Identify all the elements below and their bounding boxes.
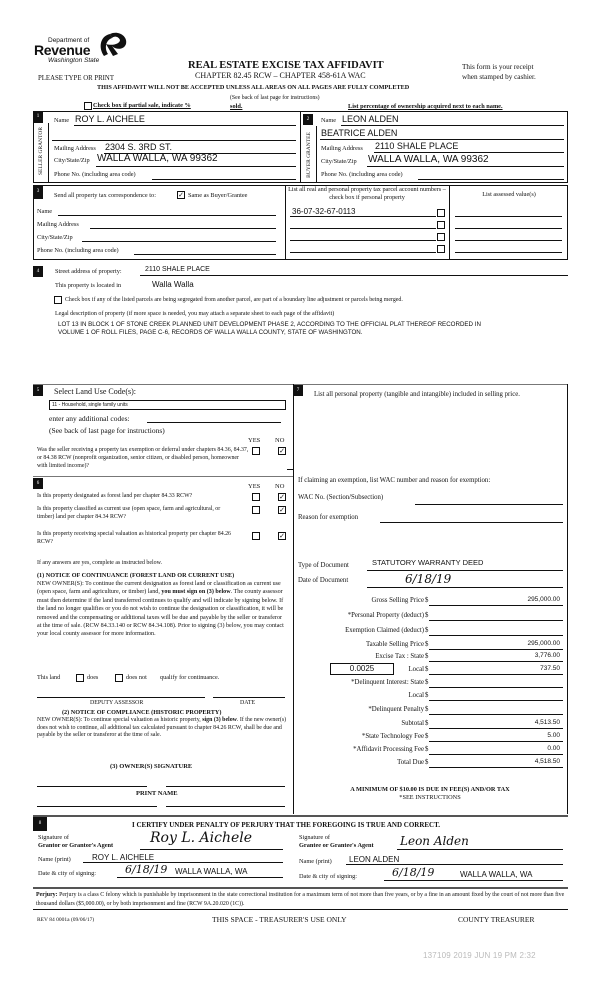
forest-land-question: Is this property designated as forest land per chapter 84.33 RCW? — [37, 493, 193, 499]
seller-city-label: City/State/Zip — [54, 157, 90, 164]
local-rate-box[interactable]: 0.0025 — [330, 663, 394, 675]
street-address-field[interactable]: 2110 SHALE PLACE — [145, 266, 210, 273]
tax-line-value[interactable]: 3,776.00 — [534, 652, 560, 659]
grantee-date-label: Date & city of signing: — [299, 873, 358, 880]
print-name-field[interactable] — [37, 806, 157, 807]
check-icon: ✓ — [279, 447, 285, 455]
same-as-buyer-checkbox[interactable] — [177, 191, 185, 199]
perjury-text: Perjury is a class C felony which is punishable by imprisonment in the state correctional institution for a maximum term of not more than five years, or by a fine in an amount fixed by the court of not more than five thousand dollars ($5,000.00), or by both imprisonment and fine (RCW 9A.20.020 (1C)). — [36, 892, 565, 907]
buyer-name-field[interactable]: LEON ALDEN — [342, 114, 399, 124]
form-number: REV 84 0001a (09/06/17) — [37, 917, 95, 923]
tax-line-value[interactable]: 295,000.00 — [527, 640, 560, 647]
parcel-number-field[interactable]: 36-07-32-67-0113 — [292, 207, 356, 216]
correspondence-label: Send all property tax correspondence to: — [54, 192, 156, 199]
corr-phone-field[interactable] — [134, 254, 276, 255]
land-use-label: Select Land Use Code(s): — [54, 387, 136, 396]
wac-field[interactable] — [415, 504, 563, 505]
same-as-buyer-label: Same as Buyer/Grantee — [188, 192, 248, 199]
tax-line-label: *Delinquent Penalty — [368, 706, 424, 713]
logo-line3: Washington State — [48, 57, 100, 64]
grantor-name-field[interactable]: ROY L. AICHELE — [92, 853, 155, 862]
notice1-body-b: . The county assessor must then determine if the land transferred continues to qualify and will indicate by signing below. If the land no longer qualifies or you do not wish to continue the designation or classification, it will be removed and the compensating or additional taxes will be due and payable by the seller or transferor at the time of sale. (RCW 84.33.140 or RCW 84.34.108). Prior to signing (3) below, you may contact your local county assessor for more information. — [37, 589, 284, 638]
corr-phone-label: Phone No. (including area code) — [37, 247, 119, 254]
historic-no-checkbox[interactable] — [278, 532, 286, 540]
currency-symbol: $ — [425, 720, 429, 727]
dor-logo — [34, 30, 134, 66]
section-number-8: 8 — [33, 817, 47, 831]
seller-name-field[interactable]: ROY L. AICHELE — [75, 114, 145, 124]
certification-statement: I CERTIFY UNDER PENALTY OF PERJURY THAT THE FOREGOING IS TRUE AND CORRECT. — [132, 821, 441, 829]
deputy-assessor-signature[interactable] — [37, 697, 205, 698]
currency-symbol: $ — [425, 679, 429, 686]
warning-text: THIS AFFIDAVIT WILL NOT BE ACCEPTED UNLESS ALL AREAS ON ALL PAGES ARE FULLY COMPLETED — [97, 84, 410, 91]
does-checkbox[interactable] — [76, 674, 84, 682]
parcel-personal-checkbox[interactable] — [437, 209, 445, 217]
doc-type-field[interactable]: STATUTORY WARRANTY DEED — [372, 558, 484, 567]
buyer-name-label: Name — [321, 117, 337, 124]
current-use-question: Is this property classified as current use (open space, farm and agricultural, or timber) land per chapter 84.34 RCW? — [37, 506, 221, 520]
dor-logo-icon — [96, 30, 130, 60]
grantor-sig-label-2: Grantor or Grantor's Agent — [38, 842, 114, 849]
tax-line-label: Gross Selling Price — [371, 597, 424, 604]
logo-line1: Department of — [48, 37, 90, 44]
additional-codes-label: enter any additional codes: — [49, 414, 130, 423]
tax-line-label: Subtotal — [401, 720, 424, 727]
notice1-body — [37, 580, 287, 639]
owner-signature-field[interactable] — [37, 786, 147, 787]
currency-symbol: $ — [425, 746, 429, 753]
section-number-6: 6 — [33, 478, 43, 489]
assessed-value-field[interactable] — [455, 240, 562, 241]
sold-label: sold. — [230, 103, 243, 110]
tax-line-label: *Personal Property (deduct) — [347, 612, 424, 619]
yes-header: YES — [248, 437, 261, 444]
grantee-signature[interactable]: Leon Alden — [400, 834, 469, 848]
seller-mailing-field[interactable]: 2304 S. 3RD ST. — [105, 142, 173, 152]
corr-city-field[interactable] — [82, 241, 276, 242]
notice2-body-a: NEW OWNER(S): To continue special valuation as historic property, — [37, 717, 203, 723]
partial-sale-checkbox[interactable] — [84, 102, 92, 110]
legal-description-label: Legal description of property (if more space is needed, you may attach a separate sheet to each page of the affidavit) — [55, 311, 335, 317]
notice2-body — [37, 717, 290, 740]
currency-symbol: $ — [425, 666, 429, 673]
buyer-phone-field[interactable] — [418, 179, 564, 180]
forest-land-no-checkbox[interactable] — [278, 493, 286, 501]
section-number-4: 4 — [33, 266, 43, 277]
does-not-checkbox[interactable] — [115, 674, 123, 682]
corr-name-label: Name — [37, 208, 53, 215]
current-use-no-checkbox[interactable] — [278, 506, 286, 514]
notice1-body-a: NEW OWNER(S): To continue the current designation as forest land or classification as current use (open space, farm and agriculture, or timber) land, — [37, 581, 281, 596]
buyer-city-field[interactable]: WALLA WALLA, WA 99362 — [368, 154, 489, 165]
exemption-no-checkbox[interactable] — [278, 447, 286, 455]
assessed-header: List assessed value(s) — [482, 191, 536, 198]
grantee-date-field[interactable]: 6/18/19 — [392, 866, 435, 879]
grantor-date-field[interactable]: 6/18/19 — [125, 863, 168, 876]
buyer-phone-label: Phone No. (including area code) — [321, 171, 403, 178]
doc-date-field[interactable]: 6/18/19 — [405, 572, 452, 586]
treasurer-use-label: THIS SPACE - TREASURER'S USE ONLY — [212, 915, 347, 924]
owner-signature-label: (3) OWNER(S) SIGNATURE — [110, 763, 193, 770]
see-back-note: (See back of last page for instructions) — [230, 95, 320, 101]
corr-mailing-field[interactable] — [90, 228, 276, 229]
current-use-yes-checkbox[interactable] — [252, 506, 260, 514]
assessed-value-field[interactable] — [455, 228, 562, 229]
parcel-personal-checkbox[interactable] — [437, 221, 445, 229]
doc-type-label: Type of Document — [298, 562, 349, 569]
owner-signature-field-2[interactable] — [166, 786, 285, 787]
grantor-sig-label-1: Signature of — [38, 834, 69, 841]
section-number-2: 2 — [303, 114, 313, 125]
tax-line-label: Local — [408, 666, 424, 673]
section-number-5: 5 — [33, 385, 43, 396]
does-not-label: does not — [126, 674, 147, 681]
check-icon: ✓ — [279, 532, 285, 540]
currency-symbol: $ — [425, 692, 429, 699]
notice2-title: (2) NOTICE OF COMPLIANCE (HISTORIC PROPERTY) — [62, 709, 222, 716]
buyer-mailing-label: Mailing Address — [321, 145, 363, 152]
grantor-name-label: Name (print) — [38, 856, 71, 863]
parcels-header: List all real and personal property tax parcel account numbers – check box if personal property — [288, 186, 446, 201]
tax-line-value[interactable]: 737.50 — [540, 665, 560, 672]
land-use-select[interactable]: 11 - Household, single family units — [49, 400, 286, 410]
buyer-city-label: City/State/Zip — [321, 158, 357, 165]
grantee-sig-label-1: Signature of — [299, 834, 330, 841]
please-type: PLEASE TYPE OR PRINT — [38, 75, 114, 82]
personal-property-label: List all personal property (tangible and intangible) included in selling price. — [314, 391, 520, 398]
tax-line-label: *Delinquent Interest: State — [351, 679, 424, 686]
corr-name-field[interactable] — [58, 215, 276, 216]
tax-line-label: *State Technology Fee — [361, 733, 424, 740]
seller-phone-field[interactable] — [152, 179, 296, 180]
notice2-body-bold: sign (3) below — [202, 717, 237, 723]
tax-line-value[interactable]: 4,518.50 — [534, 758, 560, 765]
currency-symbol: $ — [425, 653, 429, 660]
tax-line-value[interactable]: 295,000.00 — [527, 596, 560, 603]
partial-sale-label: Check box if partial sale, indicate % — [93, 102, 191, 109]
segregated-checkbox[interactable] — [54, 296, 62, 304]
currency-symbol: $ — [425, 641, 429, 648]
ownership-note: List percentage of ownership acquired next to each name. — [348, 103, 503, 110]
historic-yes-checkbox[interactable] — [252, 532, 260, 540]
minimum-note: A MINIMUM OF $10.00 IS DUE IN FEE(S) AND/OR TAX — [350, 786, 510, 793]
land-use-see-back: (See back of last page for instructions) — [49, 426, 165, 435]
see-instructions: *SEE INSTRUCTIONS — [399, 794, 461, 801]
tax-line-label: Taxable Selling Price — [365, 641, 424, 648]
legal-description-field[interactable]: LOT 13 IN BLOCK 1 OF STONE CREEK PLANNED UNIT DEVELOPMENT PHASE 2, ACCORDING TO THE OFFICIAL PLAT THEREOF RECORDED IN VOLUME 1 OF ROLL FILES, PAGE C-6, RECORDS OF WALLA WALLA COUNTY, STATE OF WASHINGTON. — [58, 321, 481, 336]
currency-symbol: $ — [425, 759, 429, 766]
tax-line-value[interactable]: 4,513.50 — [534, 719, 560, 726]
tax-line-label: *Affidavit Processing Fee — [353, 746, 424, 753]
currency-symbol: $ — [425, 733, 429, 740]
historic-question: Is this property receiving special valuation as historical property per chapter 84.26 RCW? — [37, 531, 231, 545]
grantor-city-field[interactable]: WALLA WALLA, WA — [175, 867, 248, 876]
if-yes-note: If any answers are yes, complete as instructed below. — [37, 560, 162, 566]
reason-field[interactable] — [380, 522, 563, 523]
tax-line-value[interactable]: 0.00 — [547, 745, 560, 752]
currency-symbol: $ — [425, 597, 429, 604]
grantor-signature[interactable]: Roy L. Aichele — [150, 830, 253, 846]
assessor-date-field[interactable] — [213, 697, 285, 698]
section-number-3: 3 — [33, 186, 43, 199]
cashier-stamp: 137109 2019 JUN 19 PM 2:32 — [423, 951, 536, 960]
grantee-name-field[interactable]: LEON ALDEN — [349, 855, 400, 864]
print-name-field-2[interactable] — [166, 806, 285, 807]
yes-header-6: YES — [248, 483, 261, 490]
notice1-body-bold: you must sign on (3) below — [161, 589, 231, 596]
seller-phone-label: Phone No. (including area code) — [54, 171, 136, 178]
seller-city-field[interactable]: WALLA WALLA, WA 99362 — [97, 153, 218, 164]
receipt-note-2: when stamped by cashier. — [462, 73, 536, 81]
corr-mailing-label: Mailing Address — [37, 221, 79, 228]
seller-mailing-label: Mailing Address — [54, 145, 96, 152]
corr-city-label: City/State/Zip — [37, 234, 73, 241]
tax-line-label: Exemption Claimed (deduct) — [345, 627, 424, 634]
currency-symbol: $ — [425, 706, 429, 713]
parcel-number-field[interactable] — [290, 240, 436, 241]
currency-symbol: $ — [425, 612, 429, 619]
check-icon: ✓ — [279, 493, 285, 501]
qualify-label: qualify for continuance. — [160, 674, 220, 681]
wac-label: WAC No. (Section/Subsection) — [298, 494, 384, 501]
perjury-bold: Perjury: — [36, 892, 58, 898]
parcel-number-field[interactable] — [290, 228, 436, 229]
currency-symbol: $ — [425, 627, 429, 634]
seller-name-label: Name — [54, 117, 70, 124]
parcel-personal-checkbox[interactable] — [437, 245, 445, 253]
receipt-note-1: This form is your receipt — [462, 63, 534, 71]
logo-line2: Revenue — [34, 42, 91, 58]
notice1-title: (1) NOTICE OF CONTINUANCE (FOREST LAND OR CURRENT USE) — [37, 572, 235, 579]
exemption-claim-label: If claiming an exemption, list WAC number and reason for exemption: — [298, 477, 491, 484]
buyer-mailing-field[interactable]: 2110 SHALE PLACE — [375, 141, 459, 151]
form-title: REAL ESTATE EXCISE TAX AFFIDAVIT — [188, 60, 384, 71]
parcel-number-field[interactable] — [290, 252, 436, 253]
deputy-assessor-label: DEPUTY ASSESSOR — [90, 700, 144, 706]
segregated-label: Check box if any of the listed parcels are being segregated from another parcel, are part of a boundary line adjustment or parcels being merged. — [65, 297, 403, 303]
section-number-7: 7 — [293, 385, 303, 396]
grantee-city-field[interactable]: WALLA WALLA, WA — [460, 870, 533, 879]
no-header: NO — [275, 437, 285, 444]
doc-date-label: Date of Document — [298, 577, 349, 584]
no-header-6: NO — [275, 483, 285, 490]
street-address-label: Street address of property: — [55, 268, 122, 275]
check-icon: ✓ — [178, 191, 184, 199]
county-treasurer-label: COUNTY TREASURER — [458, 915, 535, 924]
grantee-sig-label-2: Grantee or Grantee's Agent — [299, 842, 374, 849]
grantor-date-label: Date & city of signing: — [38, 870, 97, 877]
date-label: DATE — [240, 700, 256, 706]
form-chapter: CHAPTER 82.45 RCW – CHAPTER 458-61A WAC — [195, 71, 366, 80]
additional-codes-field[interactable] — [147, 422, 281, 423]
notice2-body-b: . If the new owner(s) does not wish to continue, all additional tax calculated pursuant to chapter 84.26 RCW, shall be due and payable by the seller or transferor at the time of sale. — [37, 717, 287, 738]
exemption-yes-checkbox[interactable] — [252, 447, 260, 455]
exemption-question: Was the seller receiving a property tax exemption or deferral under chapters 84.36, 84.37, or 84.38 RCW (nonprofit organization, senior citizen, or disabled person, homeowner with limited income)? — [37, 447, 249, 469]
assessed-value-field[interactable] — [455, 216, 562, 217]
section-number-1: 1 — [33, 111, 43, 123]
tax-line-label: Excise Tax : State — [375, 653, 424, 660]
forest-land-yes-checkbox[interactable] — [252, 493, 260, 501]
tax-line-value[interactable]: 5.00 — [547, 732, 560, 739]
tax-line-label: Total Due — [397, 759, 424, 766]
this-land-label: This land — [37, 674, 61, 681]
print-name-label: PRINT NAME — [136, 790, 178, 797]
does-label: does — [87, 674, 99, 681]
buyer-side-text: BUYER GRANTEE — [306, 132, 312, 178]
buyer-name2-field[interactable]: BEATRICE ALDEN — [321, 128, 398, 138]
grantee-name-label: Name (print) — [299, 858, 332, 865]
seller-side-text: SELLER GRANTOR — [38, 126, 44, 176]
assessed-value-field[interactable] — [455, 252, 562, 253]
located-in-label: This property is located in — [55, 282, 122, 289]
perjury-notice — [36, 891, 566, 908]
parcel-personal-checkbox[interactable] — [437, 233, 445, 241]
check-icon: ✓ — [279, 506, 285, 514]
reason-label: Reason for exemption — [298, 514, 359, 521]
tax-line-label: Local — [408, 692, 424, 699]
located-in-field[interactable]: Walla Walla — [152, 280, 194, 289]
